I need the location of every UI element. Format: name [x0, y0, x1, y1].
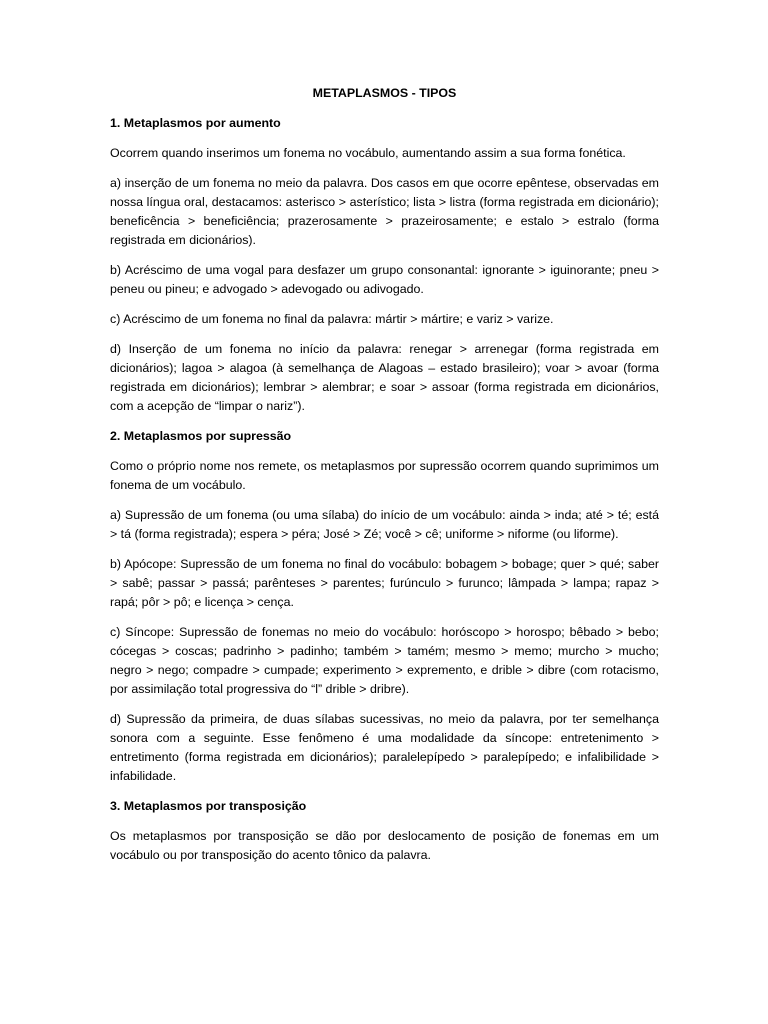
document-title: METAPLASMOS - TIPOS: [312, 86, 457, 100]
section-metaplasmos-por-supressao: [110, 427, 659, 786]
section-paragraph: d) Supressão da primeira, de duas sílabas sucessivas, no meio da palavra, por ter semelhança sonora com a seguinte. Esse fenômeno é uma modalidade da síncope: entretenimento > entretimento (forma registrada em dicionários); paralelepípedo > paralepípedo; e infalibilidade > infabilidade.: [110, 712, 659, 783]
section-paragraph: b) Acréscimo de uma vogal para desfazer um grupo consonantal: ignorante > iguinorante; pneu > peneu ou pineu; e advogado > adevogado ou adivogado.: [110, 263, 659, 296]
section-heading: 1. Metaplasmos por aumento: [110, 116, 281, 130]
section-heading: 2. Metaplasmos por supressão: [110, 429, 292, 443]
document-body: [110, 84, 659, 876]
section-paragraph: a) Supressão de um fonema (ou uma sílaba) do início de um vocábulo: ainda > inda; até > té; está > tá (forma registrada); espera > péra; José > Zé; você > cê; uniforme > niforme (ou liforme).: [110, 508, 659, 541]
section-paragraph: d) Inserção de um fonema no início da palavra: renegar > arrenegar (forma registrada em dicionários); lagoa > alagoa (à semelhança de Alagoas – estado brasileiro); voar > avoar (forma registrada em dicionários); lembrar > alembrar; e soar > assoar (forma registrada em dicionários, com a acepção de “limpar o nariz”).: [110, 342, 659, 413]
section-paragraph: Como o próprio nome nos remete, os metaplasmos por supressão ocorrem quando suprimimos um fonema de um vocábulo.: [110, 459, 659, 492]
section-paragraph: Os metaplasmos por transposição se dão por deslocamento de posição de fonemas em um vocábulo ou por transposição do acento tônico da palavra.: [110, 829, 659, 862]
section-paragraph: c) Acréscimo de um fonema no final da palavra: mártir > mártire; e variz > varize.: [110, 312, 554, 326]
section-paragraph: a) inserção de um fonema no meio da palavra. Dos casos em que ocorre epêntese, observadas em nossa língua oral, destacamos: asterisco > asterístico; lista > listra (forma registrada em dicionário); beneficência > beneficiência; prazerosamente > prazeirosamente; e estalo > estralo (forma registrada em dicionários).: [110, 176, 659, 247]
section-metaplasmos-por-transposicao: [110, 797, 659, 865]
section-paragraph: b) Apócope: Supressão de um fonema no final do vocábulo: bobagem > bobage; quer > qué; saber > sabê; passar > passá; parênteses > parentes; furúnculo > furunco; lâmpada > lampa; rapaz > rapá; pôr > pô; e licença > cença.: [110, 557, 659, 609]
section-metaplasmos-por-aumento: [110, 114, 659, 416]
section-heading: 3. Metaplasmos por transposição: [110, 799, 307, 813]
section-paragraph: c) Síncope: Supressão de fonemas no meio do vocábulo: horóscopo > horospo; bêbado > bebo; cócegas > coscas; padrinho > padinho; também > tamém; mesmo > memo; murcho > mucho; negro > nego; compadre > cumpade; experimento > expremento, e drible > dibre (com rotacismo, por assimilação total progressiva do “l” drible > dribre).: [110, 625, 659, 696]
section-paragraph: Ocorrem quando inserimos um fonema no vocábulo, aumentando assim a sua forma fonética.: [110, 146, 626, 160]
